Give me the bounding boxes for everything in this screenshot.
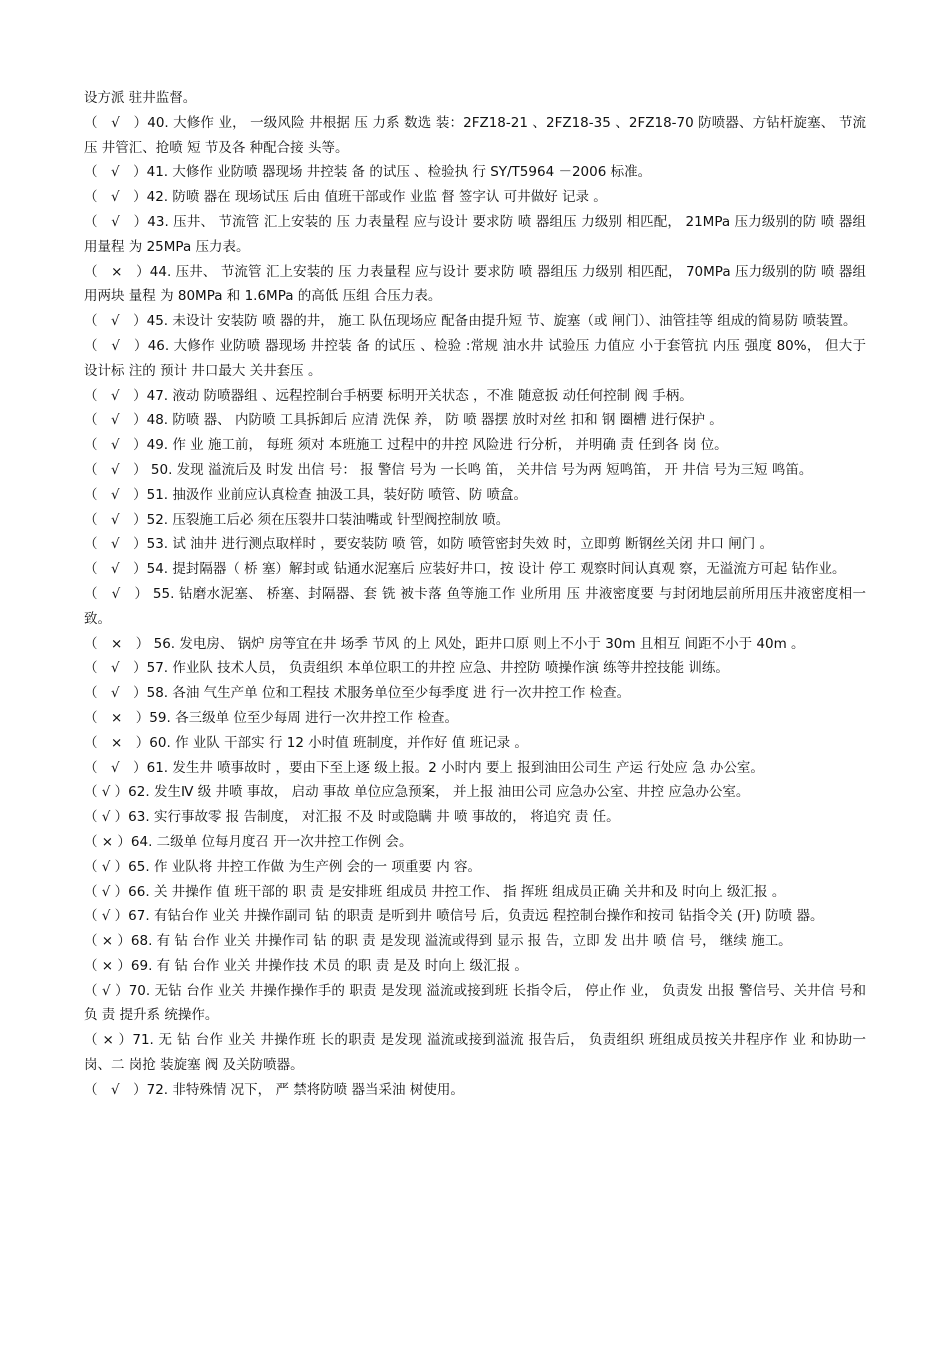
question-paragraph: （ √ ）54. 提封隔器（ 桥 塞）解封或 钻通水泥塞后 应装好井口，按 设计 停工 观察时间认真观 察，无溢流方可起 钻作业。 xyxy=(84,561,846,578)
document-body xyxy=(84,86,866,1103)
question-paragraph: （ √ ）46. 大修作 业防喷 器现场 井控装 备 的试压 、检验 :常规 油水井 试验压 力值应 小于套管抗 内压 强度 80%， 但大于 设计标 注的 预计 井口最大 关井套压 。 xyxy=(84,337,866,379)
question-paragraph: （ √ ）57. 作业队 技术人员， 负责组织 本单位职工的井控 应急、井控防 喷操作演 练等井控技能 训练。 xyxy=(84,660,729,677)
question-paragraph: （ √ ）48. 防喷 器、 内防喷 工具拆卸后 应清 洗保 养， 防 喷 器摆 放时对丝 扣和 钢 圈槽 进行保护 。 xyxy=(84,412,723,429)
question-paragraph: （ √ ） 50. 发现 溢流后及 时发 出信 号： 报 警信 号为 一长鸣 笛， 关井信 号为两 短鸣笛， 开 井信 号为三短 鸣笛。 xyxy=(84,461,813,478)
question-paragraph: （ √ ）63. 实行事故零 报 告制度， 对汇报 不及 时或隐瞒 井 喷 事故的， 将追究 责 任。 xyxy=(84,809,620,826)
question-paragraph: （ √ ） 55. 钻磨水泥塞、 桥塞、封隔器、套 铣 被卡落 鱼等施工作 业所用 压 井液密度要 与封闭地层前所用压井液密度相一致。 xyxy=(84,585,866,627)
question-paragraph: （ √ ）43. 压井、 节流管 汇上安装的 压 力表量程 应与设计 要求防 喷 器组压 力级别 相匹配， 21MPa 压力级别的防 喷 器组用量程 为 25MPa 压力表。 xyxy=(84,213,866,255)
question-paragraph: （ √ ）51. 抽汲作 业前应认真检查 抽汲工具，装好防 喷管、防 喷盒。 xyxy=(84,486,528,503)
question-paragraph: （ √ ）66. 关 井操作 值 班干部的 职 责 是安排班 组成员 井控工作、 指 挥班 组成员正确 关井和及 时向上 级汇报 。 xyxy=(84,883,786,900)
question-paragraph: （ √ ）47. 液动 防喷器组 、远程控制台手柄要 标明开关状态 ，不准 随意扳 动任何控制 阀 手柄。 xyxy=(84,387,693,404)
question-paragraph: （ × ）71. 无 钻 台作 业关 井操作班 长的职责 是发现 溢流或接到溢流 报告后， 负责组织 班组成员按关井程序作 业 和协助一 岗、二 岗抢 装旋塞 阀 及关防喷器。 xyxy=(84,1032,866,1074)
question-paragraph: （ √ ）70. 无钻 台作 业关 井操作操作手的 职责 是发现 溢流或接到班 长指令后， 停止作 业， 负责发 出报 警信号、关井信 号和负 责 提升系 统操作。 xyxy=(84,982,866,1024)
question-paragraph: （ √ ）62. 发生Ⅳ 级 井喷 事故， 启动 事故 单位应急预案， 并上报 油田公司 应急办公室、井控 应急办公室。 xyxy=(84,784,750,801)
question-paragraph: （ × ）60. 作 业队 干部实 行 12 小时值 班制度，并作好 值 班记录 。 xyxy=(84,734,528,751)
question-paragraph: （ √ ）45. 未设计 安装防 喷 器的井， 施工 队伍现场应 配备由提升短 节、旋塞（或 闸门）、油管挂等 组成的简易防 喷装置。 xyxy=(84,313,857,330)
question-paragraph: （ √ ）49. 作 业 施工前， 每班 须对 本班施工 过程中的井控 风险进 行分析， 并明确 责 任到各 岗 位。 xyxy=(84,437,728,454)
question-paragraph: （ √ ）58. 各油 气生产单 位和工程技 术服务单位至少每季度 进 行一次井控工作 检查。 xyxy=(84,685,631,702)
question-paragraph: （ × ）59. 各三级单 位至少每周 进行一次井控工作 检查。 xyxy=(84,709,458,726)
question-paragraph: （ √ ）61. 发生井 喷事故时 ，要由下至上逐 级上报。2 小时内 要上 报到油田公司生 产运 行处应 急 办公室。 xyxy=(84,759,764,776)
question-paragraph: （ √ ）40. 大修作 业， 一级风险 井根据 压 力系 数选 装：2FZ18-21 、2FZ18-35 、2FZ18-70 防喷器、方钻杆旋塞、 节流压 井管汇、抢喷 短 节及各 种配合接 头等。 xyxy=(84,114,866,156)
question-paragraph: （ √ ）72. 非特殊情 况下， 严 禁将防喷 器当采油 树使用。 xyxy=(84,1081,464,1098)
question-paragraph: （ √ ）42. 防喷 器在 现场试压 后由 值班干部或作 业监 督 签字认 可井做好 记录 。 xyxy=(84,189,607,206)
question-paragraph: （ √ ）52. 压裂施工后必 须在压裂井口装油嘴或 针型阀控制放 喷。 xyxy=(84,511,510,528)
question-paragraph: （ × ）68. 有 钻 台作 业关 井操作司 钻 的职 责 是发现 溢流或得到 显示 报 告，立即 发 出井 喷 信 号， 继续 施工。 xyxy=(84,933,792,950)
question-paragraph: （ × ）44. 压井、 节流管 汇上安装的 压 力表量程 应与设计 要求防 喷 器组压 力级别 相匹配， 70MPa 压力级别的防 喷 器组用两块 量程 为 80MPa 和 1.6MPa 的高低 压组 合压力表。 xyxy=(84,263,866,305)
question-paragraph: （ √ ）67. 有钻台作 业关 井操作副司 钻 的职责 是听到井 喷信号 后，负责远 程控制台操作和按司 钻指令关 (开) 防喷 器。 xyxy=(84,908,824,925)
question-paragraph: （ × ）69. 有 钻 台作 业关 井操作技 术员 的职 责 是及 时向上 级汇报 。 xyxy=(84,957,528,974)
question-paragraph: （ √ ）41. 大修作 业防喷 器现场 井控装 备 的试压 、检验执 行 SY/T5964 －2006 标准。 xyxy=(84,164,652,181)
question-paragraph: （ × ） 56. 发电房、 锅炉 房等宜在井 场季 节风 的上 风处，距井口原 则上不小于 30m 且相互 间距不小于 40m 。 xyxy=(84,635,805,652)
question-paragraph: （ √ ）65. 作 业队将 井控工作做 为生产例 会的一 项重要 内 容。 xyxy=(84,858,481,875)
question-paragraph: （ √ ）53. 试 油井 进行测点取样时 ，要安装防 喷 管，如防 喷管密封失效 时，立即剪 断钢丝关闭 井口 闸门 。 xyxy=(84,536,774,553)
question-paragraph: 设方派 驻井监督。 xyxy=(84,90,197,106)
question-paragraph: （ × ）64. 二级单 位每月度召 开一次井控工作例 会。 xyxy=(84,833,413,850)
